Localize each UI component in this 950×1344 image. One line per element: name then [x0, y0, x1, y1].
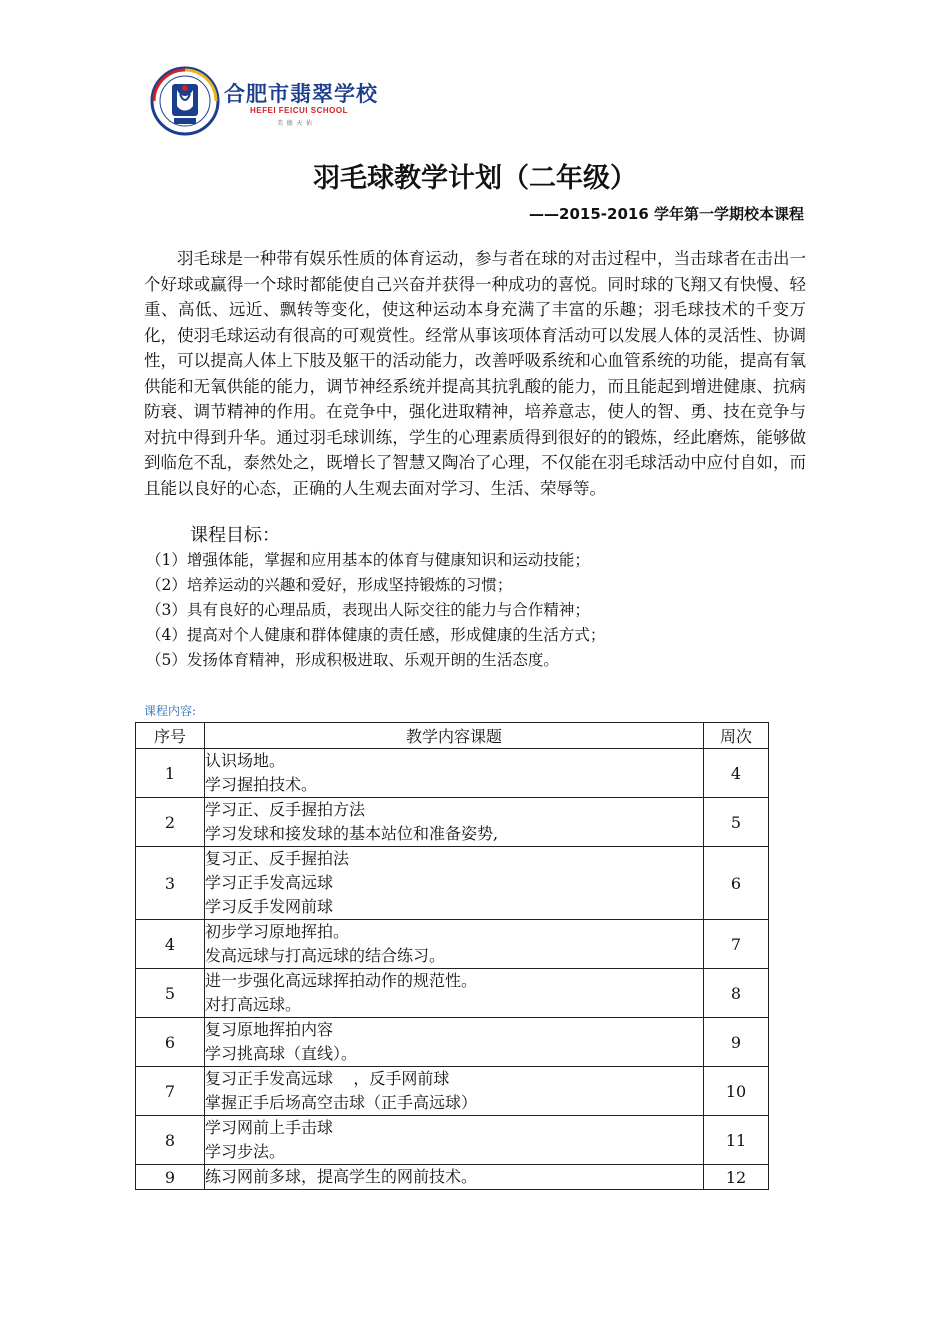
topic-line: 练习网前多球，提高学生的网前技术。: [205, 1167, 478, 1186]
table-row: [136, 1018, 769, 1067]
table-header-row: [136, 723, 769, 749]
row-week: 9: [704, 1018, 769, 1067]
topic-line: 学习正手发高远球: [205, 873, 334, 892]
row-number: 5: [136, 969, 205, 1018]
topic-line: 学习发球和接发球的基本站位和准备姿势,: [205, 824, 499, 843]
topic-line: 学习挑高球（直线）。: [205, 1044, 358, 1063]
header-topic: 教学内容课题: [205, 723, 704, 749]
row-number: 4: [136, 920, 205, 969]
topic-line: 学习反手发网前球: [205, 897, 334, 916]
topic-line: 学习步法。: [205, 1142, 286, 1161]
table-row: [136, 969, 769, 1018]
topic-line: 学习正、反手握拍方法: [205, 800, 366, 819]
school-name: 合肥市翡翠学校: [224, 81, 378, 106]
school-header: [150, 66, 450, 146]
row-topic: [205, 920, 704, 969]
topic-line: 学习网前上手击球: [205, 1118, 334, 1137]
goals-heading: 课程目标：: [190, 525, 280, 546]
header-number: 序号: [136, 723, 205, 749]
row-number: 7: [136, 1067, 205, 1116]
goals-list: [146, 548, 605, 673]
row-topic: [205, 1018, 704, 1067]
row-week: 5: [704, 798, 769, 847]
row-number: 2: [136, 798, 205, 847]
topic-line: 进一步强化高远球挥拍动作的规范性。: [205, 971, 478, 990]
school-logo-icon: [150, 66, 220, 136]
row-topic: [205, 1116, 704, 1165]
row-topic: [205, 1067, 704, 1116]
row-topic: [205, 798, 704, 847]
row-week: 8: [704, 969, 769, 1018]
row-week: 4: [704, 749, 769, 798]
intro-paragraph: 羽毛球是一种带有娱乐性质的体育运动，参与者在球的对击过程中，当击球者在击出一个好球或赢得一个球时都能使自己兴奋并获得一种成功的喜悦。同时球的飞翔又有快慢、轻重、高低、远近、飘转等变化，使这种运动本身充满了丰富的乐趣；羽毛球技术的千变万化，使羽毛球运动有很高的可观赏性。经常从事该项体育活动可以发展人体的灵活性、协调性，可以提高人体上下肢及躯干的活动能力，改善呼吸系统和心血管系统的功能，提高有氧供能和无氧供能的能力，调节神经系统并提高其抗乳酸的能力，而且能起到增进健康、抗病防衰、调节精神的作用。在竞争中，强化进取精神，培养意志，使人的智、勇、技在竞争与对抗中得到升华。通过羽毛球训练，学生的心理素质得到很好的的锻炼，经此磨炼，能够做到临危不乱，泰然处之，既增长了智慧又陶冶了心理，不仅能在羽毛球活动中应付自如，而且能以良好的心态，正确的人生观去面对学习、生活、荣辱等。: [144, 249, 806, 498]
topic-line: 认识场地。: [205, 751, 286, 770]
document-title: 羽毛球教学计划（二年级）: [313, 163, 637, 194]
table-row: [136, 1067, 769, 1116]
goal-item: （4）提高对个人健康和群体健康的责任感，形成健康的生活方式；: [146, 626, 606, 644]
row-topic: [205, 969, 704, 1018]
topic-line: 对打高远球。: [205, 995, 302, 1014]
topic-line: 复习正、反手握拍法: [205, 849, 350, 868]
table-row: [136, 847, 769, 920]
table-row: [136, 798, 769, 847]
header-week: 周次: [704, 723, 769, 749]
row-number: 6: [136, 1018, 205, 1067]
row-topic: [205, 1165, 704, 1190]
goal-item: （3）具有良好的心理品质，表现出人际交往的能力与合作精神；: [146, 601, 590, 619]
table-caption: 课程内容:: [144, 704, 197, 718]
row-week: 10: [704, 1067, 769, 1116]
topic-line: 学习握拍技术。: [205, 775, 318, 794]
school-motto: 美 德 天 佑: [277, 121, 314, 127]
topic-line: 掌握正手后场高空击球（正手高远球）: [205, 1093, 478, 1112]
row-week: 6: [704, 847, 769, 920]
topic-line: 复习正手发高远球 ，反手网前球: [205, 1069, 450, 1088]
row-week: 7: [704, 920, 769, 969]
row-number: 9: [136, 1165, 205, 1190]
row-number: 3: [136, 847, 205, 920]
table-row: [136, 1116, 769, 1165]
goal-item: （2）培养运动的兴趣和爱好，形成坚持锻炼的习惯；: [146, 576, 513, 594]
row-week: 11: [704, 1116, 769, 1165]
row-number: 8: [136, 1116, 205, 1165]
row-topic: [205, 749, 704, 798]
goal-item: （1）增强体能，掌握和应用基本的体育与健康知识和运动技能；: [146, 551, 590, 569]
goal-item: （5）发扬体育精神，形成积极进取、乐观开朗的生活态度。: [146, 651, 559, 669]
row-number: 1: [136, 749, 205, 798]
topic-line: 初步学习原地挥拍。: [205, 922, 350, 941]
table-row: [136, 749, 769, 798]
school-name-english: HEFEI FEICUI SCHOOL: [250, 106, 348, 115]
table-row: [136, 920, 769, 969]
document-subtitle: ——2015-2016 学年第一学期校本课程: [529, 205, 804, 223]
topic-line: 复习原地挥拍内容: [205, 1020, 334, 1039]
row-week: 12: [704, 1165, 769, 1190]
course-content-table: [135, 722, 769, 1190]
row-topic: [205, 847, 704, 920]
topic-line: 发高远球与打高远球的结合练习。: [205, 946, 446, 965]
table-row: [136, 1165, 769, 1190]
